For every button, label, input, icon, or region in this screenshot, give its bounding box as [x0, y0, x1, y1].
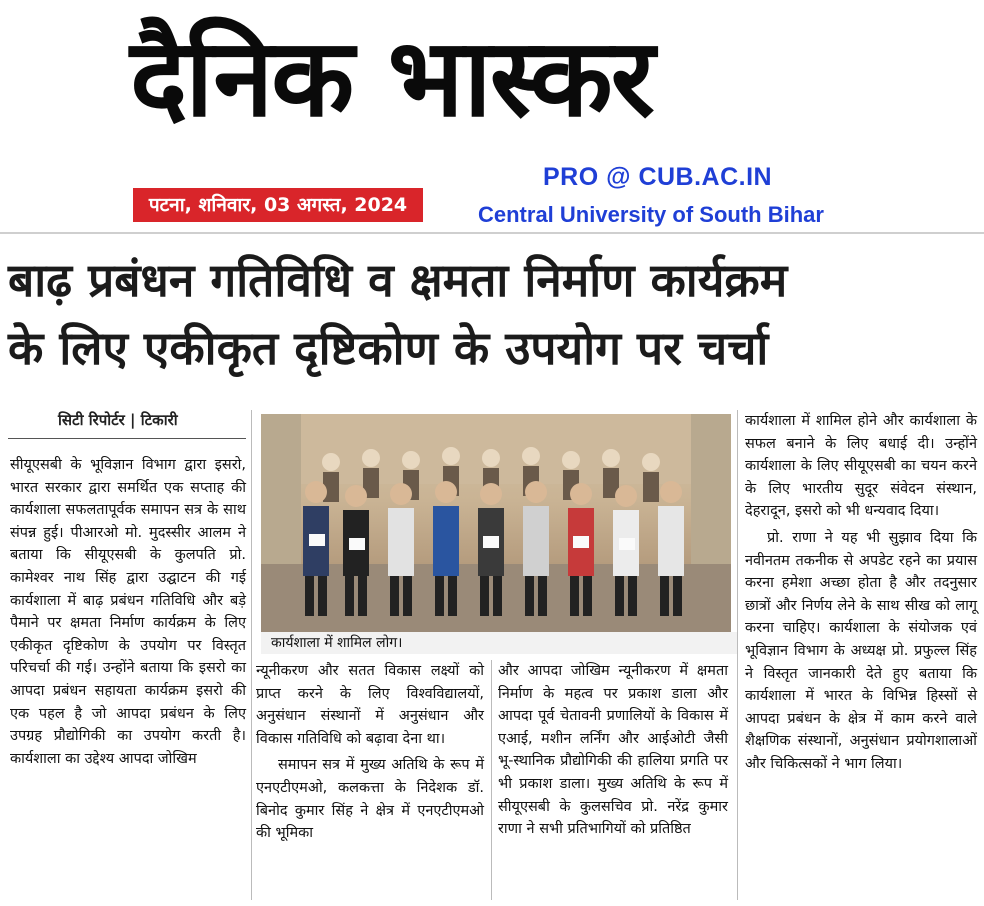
article-paragraph: सीयूएसबी के भूविज्ञान विभाग द्वारा इसरो, भारत सरकार द्वारा समर्थित एक सप्ताह की कार्यशाला सफलतापूर्वक समापन सत्र के साथ संपन्न हुई। पीआरओ मो. मुदस्सीर आलम ने बताया कि सीयूएसबी के कुलपति प्रो. कामेश्वर नाथ सिंह द्वारा उद्घाटन की गई कार्यशाला में बाढ़ प्रबंधन गतिविधि और बड़े पैमाने पर क्षमता निर्माण कार्यक्रम के लिए एकीकृत दृष्टिकोण के उपयोग पर विस्तृत परिचर्चा की गई। उन्होंने बताया कि इसरो का आपदा प्रबंधन सहायता कार्यक्रम इसरो की एक पहल है जो आपदा प्रबंधन के लिए उपग्रह प्रौद्योगिकी का उपयोग करती है। कार्यशाला का उद्देश्य आपदा जोखिम: [10, 457, 246, 767]
column-divider: [251, 410, 252, 900]
article-column-1: [10, 454, 246, 770]
university-name: Central University of South Bihar: [478, 202, 824, 227]
article-column-3: [498, 660, 728, 841]
masthead-divider: [0, 232, 984, 234]
article-paragraph: और आपदा जोखिम न्यूनीकरण में क्षमता निर्माण के महत्व पर प्रकाश डाला और आपदा पूर्व चेतावनी प्रणालियों के विकास में एआई, मशीन लर्निंग और आईओटी जैसी भू-स्थानिक प्रौद्योगिकी की हालिया प्रगति पर भी प्रकाश डाला। मुख्य अतिथि के रूप में सीयूएसबी के कुलसचिव प्रो. नरेंद्र कुमार राणा ने सभी प्रतिभागियों को प्रतिष्ठित: [498, 663, 728, 838]
group-photo: [261, 414, 731, 632]
headline-line-2: के लिए एकीकृत दृष्टिकोण के उपयोग पर चर्चा: [8, 321, 769, 375]
column-divider: [737, 410, 738, 900]
byline-divider: [8, 438, 246, 439]
headline-line-1: बाढ़ प्रबंधन गतिविधि व क्षमता निर्माण कार्यक्रम: [8, 253, 788, 307]
group-photo-illustration: [261, 414, 731, 632]
article-paragraph: न्यूनीकरण और सतत विकास लक्ष्यों को प्राप्त करने के लिए विश्वविद्यालयों, अनुसंधान संस्थानों में अनुसंधान और विकास गतिविधि को बढ़ावा देना था।: [256, 663, 484, 747]
article-paragraph: प्रो. राणा ने यह भी सुझाव दिया कि नवीनतम तकनीक से अपडेट रहने का प्रयास करना हमेशा अच्छा होता है और तदनुसार छात्रों और निर्णय लेने के साथ सीख को लागू करना चाहिए। कार्यशाला के संयोजक एवं भूविज्ञान विभाग के अध्यक्ष प्रो. प्रफुल्ल सिंह ने विस्तृत जानकारी देते हुए बताया कि कार्यशाला में भारत के विभिन्न हिस्सों से आपदा प्रबंधन के क्षेत्र में काम करने वाले शैक्षणिक संस्थानों, अनुसंधान प्रयोगशालाओं और चिकित्सकों ने भाग लिया।: [745, 529, 977, 772]
dateline-badge: पटना, शनिवार, 03 अगस्त, 2024: [133, 188, 423, 222]
article-column-4: [745, 410, 977, 776]
masthead-title: दैनिक भास्कर: [130, 16, 653, 141]
pro-email: PRO @ CUB.AC.IN: [543, 163, 773, 191]
article-paragraph: समापन सत्र में मुख्य अतिथि के रूप में एनएटीएमओ, कलकत्ता के निदेशक डॉ. बिनोद कुमार सिंह ने क्षेत्र में एनएटीएमओ की भूमिका: [256, 757, 484, 842]
article-paragraph: कार्यशाला में शामिल होने और कार्यशाला के सफल बनाने के लिए बधाई दी। उन्होंने कार्यशाला के लिए सीयूएसबी का चयन करने के लिए भारतीय सुदूर संवेदन संस्थान, देहरादून, इसरो को भी धन्यवाद दिया।: [745, 413, 977, 520]
photo-caption: कार्यशाला में शामिल लोग।: [261, 632, 737, 654]
byline: सिटी रिपोर्टर | टिकारी: [58, 411, 178, 429]
column-divider: [491, 660, 492, 900]
article-column-2: [256, 660, 484, 845]
